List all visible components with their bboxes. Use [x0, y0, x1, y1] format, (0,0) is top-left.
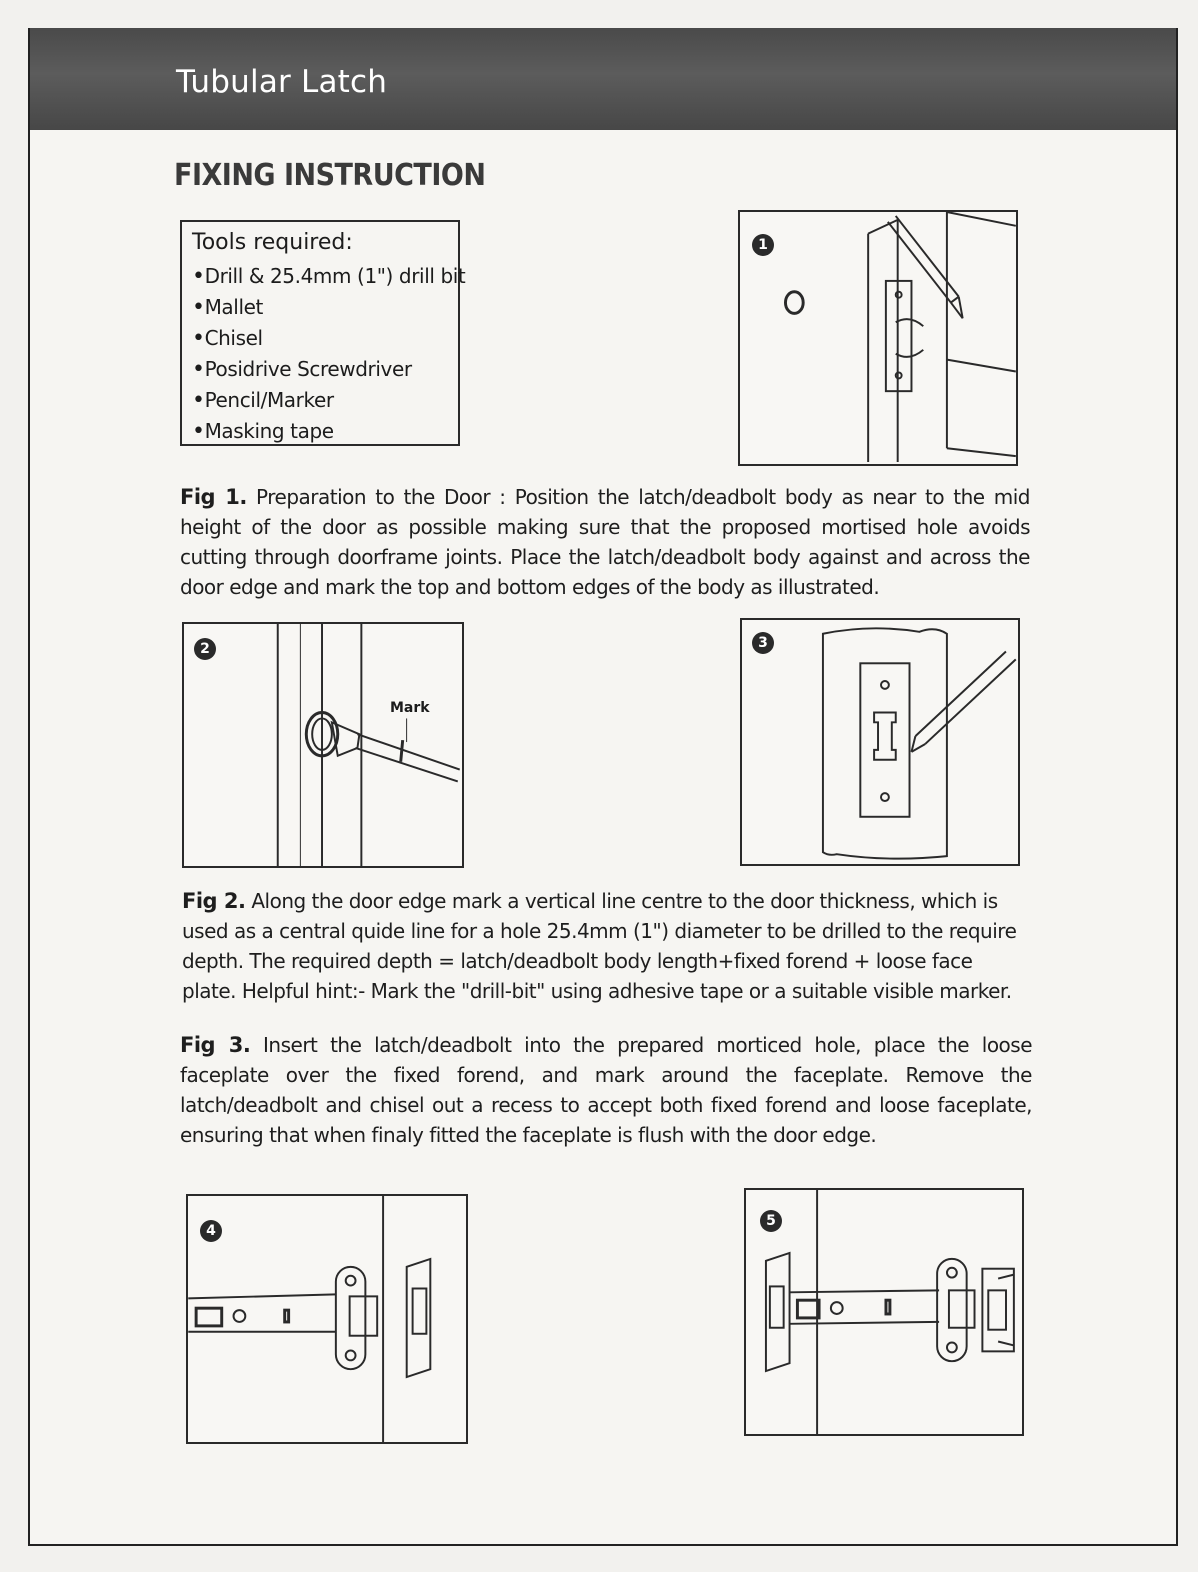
- figure-1-mark-door: [738, 210, 1018, 466]
- fig1-text: Preparation to the Door : Position the latch/deadbolt body as near to the mid height of the door as possible making sure that the proposed mortised hole avoids cutting through doorframe joints. Place the latch/deadbolt body against and across the door edge and mark the top and bottom edges of the body as illustrated.: [180, 485, 1030, 599]
- tool-item: • Chisel: [192, 323, 448, 354]
- page-title: Tubular Latch: [176, 64, 388, 100]
- section-title: FIXING INSTRUCTION: [174, 158, 486, 193]
- figure-3-illustration: [742, 620, 1018, 864]
- figure-2-drill-hole: [182, 622, 464, 868]
- figure-1-number: 1: [752, 234, 774, 256]
- fig3-text: Insert the latch/deadbolt into the prepared morticed hole, place the loose faceplate over the fixed forend, and mark around the faceplate. Remove the latch/deadbolt and chisel out a recess to accept both fixed forend and loose faceplate, ensuring that when finaly fitted the faceplate is flush with the door edge.: [180, 1033, 1033, 1147]
- fig2-instruction: [182, 886, 1027, 1006]
- tools-required-box: [180, 220, 466, 446]
- figure-5-illustration: [746, 1190, 1022, 1434]
- fig3-instruction: [180, 1030, 1032, 1150]
- fig2-label: Fig 2.: [182, 889, 246, 913]
- tool-item: • Pencil/Marker: [192, 385, 448, 416]
- figure-3-mark-faceplate: [740, 618, 1020, 866]
- figure-5-fitted-latch: [744, 1188, 1024, 1436]
- tool-item: • Posidrive Screwdriver: [192, 354, 448, 385]
- fig3-label: Fig 3.: [180, 1033, 251, 1057]
- mark-label: Mark: [390, 700, 430, 716]
- figure-3-number: 3: [752, 632, 774, 654]
- figure-4-illustration: [188, 1196, 466, 1442]
- figure-2-number: 2: [194, 638, 216, 660]
- instruction-sheet: [28, 28, 1178, 1546]
- tools-heading: Tools required:: [192, 230, 353, 255]
- figure-4-latch-and-faceplate: [186, 1194, 468, 1444]
- tool-item: • Masking tape: [192, 416, 448, 447]
- tool-item: • Mallet: [192, 292, 448, 323]
- header-bar: [30, 28, 1176, 130]
- fig1-label: Fig 1.: [180, 485, 247, 509]
- fig2-text: Along the door edge mark a vertical line centre to the door thickness, which is used as a central quide line for a hole 25.4mm (1") diameter to be drilled to the require depth. The required depth = latch/deadbolt body length+fixed forend + loose face plate. Helpful hint:- Mark the "drill-bit" using adhesive tape or a suitable visible marker.: [182, 889, 1017, 1003]
- fig1-instruction: [180, 482, 1030, 602]
- tools-list: [192, 261, 466, 447]
- figure-1-illustration: [740, 212, 1016, 464]
- figure-4-number: 4: [200, 1220, 222, 1242]
- figure-5-number: 5: [760, 1210, 782, 1232]
- tool-item: • Drill & 25.4mm (1") drill bit: [192, 261, 448, 292]
- figure-2-illustration: [184, 624, 462, 866]
